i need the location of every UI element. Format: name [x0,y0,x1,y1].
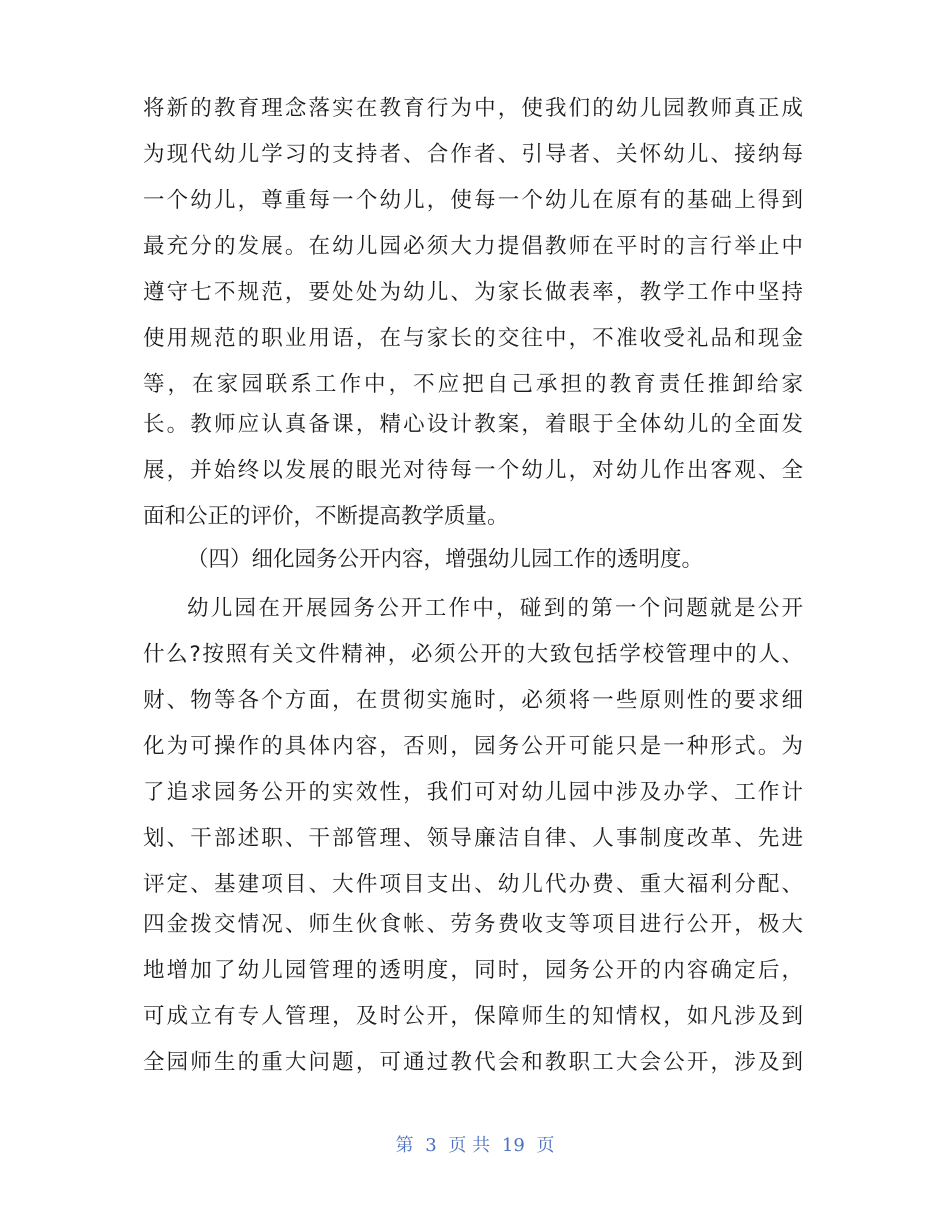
text-line: 遵守七不规范，要处处为幼儿、为家长做表率，教学工作中坚持 [143,280,803,305]
text-line: 幼儿园在开展园务公开工作中，碰到的第一个问题就是公开 [187,596,803,621]
text-line: 全园师生的重大问题，可通过教代会和教职工大会公开，涉及到 [143,1050,803,1075]
text-line: 等，在家园联系工作中，不应把自己承担的教育责任推卸给家 [143,372,803,397]
page-footer [0,1131,950,1161]
text-line: 什么?按照有关文件精神，必须公开的大致包括学校管理中的人、 [143,642,803,667]
text-line: 展，并始终以发展的眼光对待每一个幼儿，对幼儿作出客观、全 [143,458,803,483]
footer-suffix: 页 [536,1135,555,1156]
section-heading: （四）细化园务公开内容，增强幼儿园工作的透明度。 [187,547,704,572]
text-line: 面和公正的评价，不断提高教学质量。 [143,504,509,529]
text-line: 将新的教育理念落实在教育行为中，使我们的幼儿园教师真正成 [143,96,803,121]
text-line: 财、物等各个方面，在贯彻实施时，必须将一些原则性的要求细 [143,688,803,713]
text-line: 一个幼儿，尊重每一个幼儿，使每一个幼儿在原有的基础上得到 [143,188,803,213]
text-line: 地增加了幼儿园管理的透明度，同时，园务公开的内容确定后， [143,958,803,983]
text-line: 化为可操作的具体内容，否则，园务公开可能只是一种形式。为 [143,734,803,759]
text-line: 了追求园务公开的实效性，我们可对幼儿园中涉及办学、工作计 [143,780,803,805]
current-page-number: 3 [425,1135,437,1156]
footer-middle: 页 共 [448,1135,491,1156]
text-line: 最充分的发展。在幼儿园必须大力提倡教师在平时的言行举止中 [143,234,803,259]
text-line: 四金拨交情况、师生伙食帐、劳务费收支等项目进行公开，极大 [143,912,803,937]
total-page-count: 19 [501,1135,525,1156]
text-line: 为现代幼儿学习的支持者、合作者、引导者、关怀幼儿、接纳每 [143,142,803,167]
text-line: 评定、基建项目、大件项目支出、幼儿代办费、重大福利分配、 [143,872,803,897]
footer-prefix: 第 [395,1135,414,1156]
text-line: 长。教师应认真备课，精心设计教案，着眼于全体幼儿的全面发 [143,412,803,437]
text-line: 可成立有专人管理，及时公开，保障师生的知情权，如凡涉及到 [143,1004,803,1029]
text-line: 划、干部述职、干部管理、领导廉洁自律、人事制度改革、先进 [143,826,803,851]
text-line: 使用规范的职业用语，在与家长的交往中，不准收受礼品和现金 [143,326,803,351]
